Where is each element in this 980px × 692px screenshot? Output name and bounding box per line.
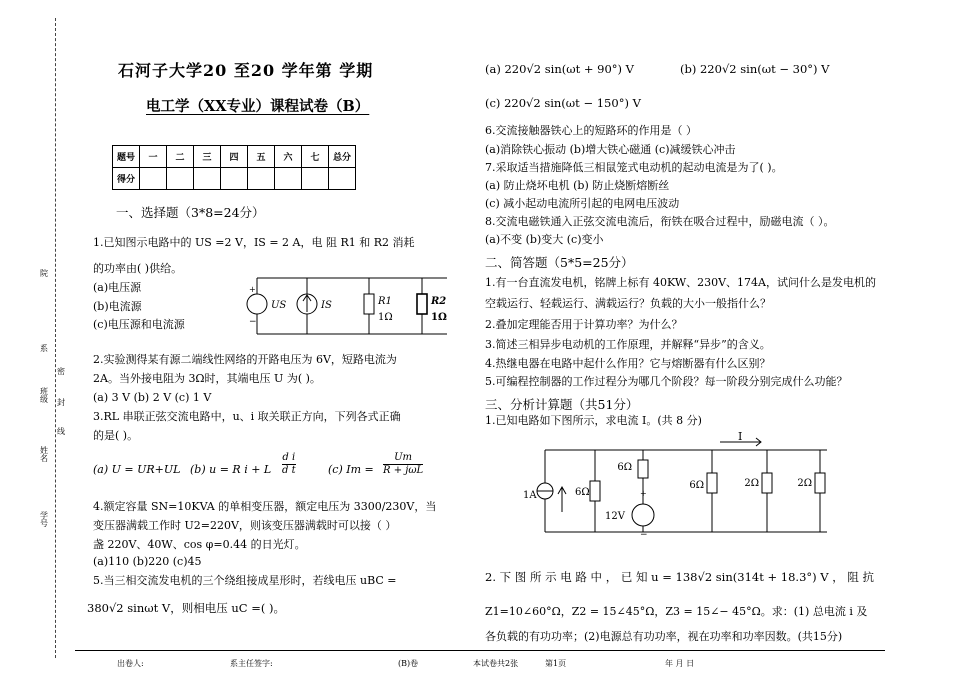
q5-option-b: (b) 220√2 sin(ωt − 30°) V [680,62,830,76]
q8-options: (a)不变 (b)变大 (c)变小 [485,233,604,246]
current-source-label: 1A [523,490,537,501]
score-head-cell: 四 [221,146,248,168]
calc-q2-text-3: 各负载的有功功率；(2)电源总有功功率，视在功率和功率因数。(共15分) [485,630,843,643]
score-head-cell: 三 [194,146,221,168]
q3-option-a: (a) U = UR+UL [93,463,181,476]
footer-paper: (B)卷 [398,659,419,668]
calc-q2-text: 2. 下 图 所 示 电 路 中 ， 已 知 u = 138√2 sin(314t + 18.3°) V ， 阻 抗 [485,570,875,584]
score-head-cell: 七 [302,146,329,168]
calc-q1-circuit-diagram [515,428,835,540]
q5-option-a: (a) 220√2 sin(ωt + 90°) V [485,62,634,76]
q7-option-c: (c) 减小起动电流所引起的电网电压波动 [485,197,680,210]
exam-subtitle: 电工学（XX专业）课程试卷（B） [146,98,370,115]
r1-value: 1Ω [378,312,393,323]
resistor-d-label: 2Ω [744,478,759,489]
q4-options: (a)110 (b)220 (c)45 [93,555,202,568]
section-1-heading: 一、选择题（3*8=24分） [116,205,265,220]
short-q1-text-2: 空载运行、轻载运行、满载运行？负载的大小一般指什么？ [485,297,771,310]
q6-text: 6.交流接触器铁心上的短路环的作用是（ ） [485,124,697,137]
score-value-row [113,168,356,190]
calc-q2-text-2: Z1=10∠60°Ω，Z2 = 15∠45°Ω，Z3 = 15∠− 45°Ω。求：(1) 总电流 i 及 [485,605,868,618]
score-head-cell: 题号 [113,146,140,168]
q2-text: 2.实验测得某有源二端线性网络的开路电压为 6V，短路电流为 [93,353,397,366]
score-row-label: 得分 [113,168,140,190]
short-q4-text: 4.热继电器在电路中起什么作用？它与熔断器有什么区别？ [485,357,771,370]
q4-text-2: 变压器满载工作时 U2=220V，则该变压器满载时可以接（ ） [93,519,397,532]
side-class-label: 班级 [40,387,48,404]
q2-text-2: 2A。当外接电阻为 3Ω时，其端电压 U 为( )。 [93,372,321,385]
q1-option-a: (a)电压源 [93,281,142,294]
footer-setter: 出卷人: [117,659,144,668]
voltage-source-plus: + [640,489,647,498]
q5-option-c: (c) 220√2 sin(ωt − 150°) V [485,96,641,110]
q7-options-ab: (a) 防止烧坏电机 (b) 防止烧断熔断丝 [485,179,670,192]
footer-rule [75,650,885,651]
us-minus-sign: − [249,317,257,327]
q1-text: 1.已知图示电路中的 US =2 V，IS = 2 A，电 阻 R1 和 R2 消耗 [93,236,415,249]
q3-c-numerator: Um [383,452,423,465]
side-id-label: 学号 [40,511,48,528]
score-head-cell: 二 [167,146,194,168]
score-head-cell: 六 [275,146,302,168]
us-plus-sign: + [249,285,256,294]
q4-text: 4.额定容量 SN=10KVA 的单相变压器，额定电压为 3300/230V，当 [93,500,437,513]
q5-text-2: 380√2 sinωt V，则相电压 uC =( )。 [87,601,285,615]
side-college-label: 院 [40,269,48,278]
score-head-cell: 总分 [329,146,356,168]
footer-date: 年 月 日 [665,659,695,668]
score-cell [221,168,248,190]
q3-b-denominator: d t [282,465,296,476]
score-header-row [113,146,356,168]
score-table [112,145,356,190]
side-seal-mi: 密 [57,367,65,376]
resistor-c-label: 6Ω [689,480,704,491]
current-i-label: I [738,430,743,443]
resistor-e-label: 2Ω [797,478,812,489]
score-cell [167,168,194,190]
q3-c-fraction [383,452,423,477]
score-cell [194,168,221,190]
short-q5-text: 5.可编程控制器的工作过程分为哪几个阶段？每一阶段分别完成什么功能？ [485,375,848,388]
q3-option-b: (b) u = R i + L [190,463,272,476]
exam-title: 石河子大学20 至20 学年第 学期 [118,61,374,80]
resistor-b-label: 6Ω [617,462,632,473]
score-head-cell: 五 [248,146,275,168]
section-3-heading: 三、分析计算题（共51分） [485,397,639,412]
r1-label: R1 [378,296,392,307]
q5-text: 5.当三相交流发电机的三个绕组接成星形时，若线电压 uBC = [93,574,397,587]
r2-label: R2 [431,296,447,307]
side-dept-label: 系 [40,344,48,353]
q4-text-3: 盏 220V、40W、cos φ=0.44 的日光灯。 [93,538,306,551]
is-label: IS [321,300,332,311]
score-cell [329,168,356,190]
r2-value: 1Ω [431,312,447,323]
short-q1-text: 1.有一台直流发电机，铭牌上标有 40KW、230V、174A，试问什么是发电机的 [485,276,876,289]
q6-options: (a)消除铁心振动 (b)增大铁心磁通 (c)减缓铁心冲击 [485,143,736,156]
footer-dept-head: 系主任签字: [230,659,273,668]
score-cell [275,168,302,190]
q3-option-c: (c) Im = [328,463,374,476]
q3-b-fraction [282,452,296,477]
score-cell [302,168,329,190]
score-head-cell: 一 [140,146,167,168]
section-2-heading: 二、简答题（5*5=25分） [485,255,634,270]
q1-circuit-diagram [232,272,468,340]
q3-text-2: 的是( )。 [93,429,139,442]
q1-text-2: 的功率由( )供给。 [93,262,183,275]
score-cell [140,168,167,190]
short-q3-text: 3.简述三相异步电动机的工作原理，并解释“异步”的含义。 [485,338,771,351]
q3-c-denominator: R + jωL [383,465,424,476]
footer-pages: 本试卷共2张 [473,659,519,668]
footer-page-number: 第1页 [545,659,567,668]
voltage-source-label: 12V [605,511,625,522]
resistor-a-label: 6Ω [575,487,590,498]
q3-b-numerator: d i [282,452,296,463]
q7-text: 7.采取适当措施降低三相鼠笼式电动机的起动电流是为了( )。 [485,161,783,174]
side-seal-xian: 线 [57,427,65,436]
q1-option-c: (c)电压源和电流源 [93,318,185,331]
side-seal-feng: 封 [57,398,65,407]
short-q2-text: 2.叠加定理能否用于计算功率？为什么？ [485,318,683,331]
side-name-label: 姓名 [40,446,48,463]
calc-q1-text: 1.已知电路如下图所示，求电流 I。(共 8 分) [485,414,702,427]
q1-option-b: (b)电流源 [93,300,142,313]
q2-options: (a) 3 V (b) 2 V (c) 1 V [93,391,212,404]
score-cell [248,168,275,190]
q8-text: 8.交流电磁铁通入正弦交流电流后，衔铁在吸合过程中，励磁电流（ ）。 [485,215,835,228]
binding-line [55,18,56,658]
us-label: US [271,300,287,311]
q3-text: 3.RL 串联正弦交流电路中，u、i 取关联正方向，下列各式正确 [93,410,401,423]
voltage-source-minus: − [640,530,648,540]
